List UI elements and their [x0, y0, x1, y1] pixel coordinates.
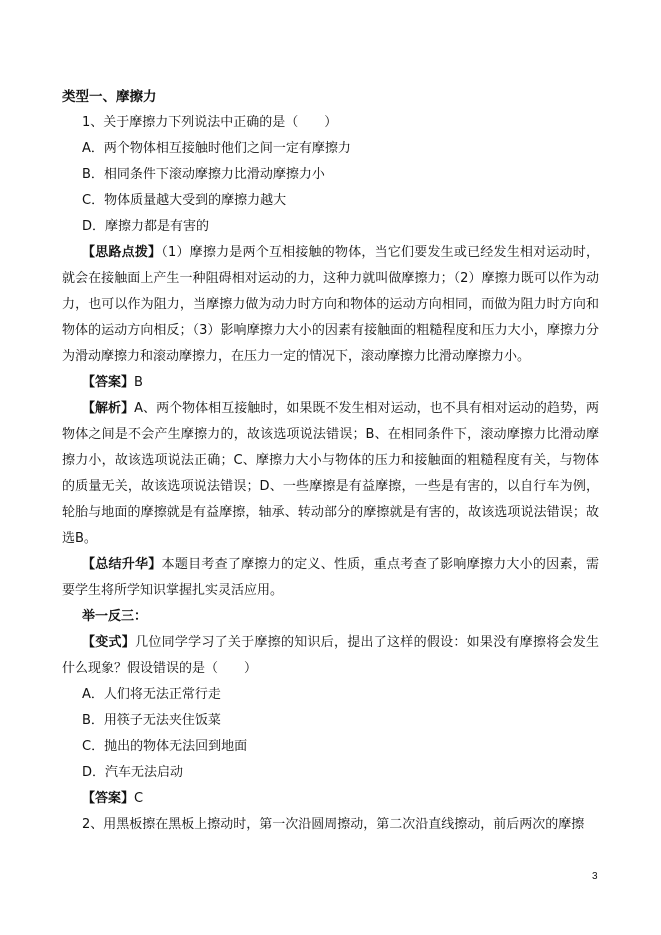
variant-option-d: D．汽车无法启动: [82, 765, 184, 780]
question-1-stem: 1、关于摩擦力下列说法中正确的是（ ）: [82, 115, 338, 130]
variant-paragraph: [62, 630, 599, 682]
variant-answer-tag: 【答案】: [82, 791, 135, 806]
hint-paragraph: [62, 240, 599, 370]
variant-answer-value: C: [134, 791, 144, 806]
answer-paragraph: [62, 370, 599, 396]
variant-option-a: A．人们将无法正常行走: [82, 687, 221, 702]
variant-option-c: C．抛出的物体无法回到地面: [82, 739, 248, 754]
analysis-tag: 【解析】: [82, 401, 135, 416]
analysis-text: A、两个物体相互接触时，如果既不发生相对运动，也不具有相对运动的趋势，两物体之间是不会产生摩擦力的，故该选项说法错误；B、在相同条件下，滚动摩擦力比滑动摩擦力小，故该选项说法正确；C、摩擦力大小与物体的压力和接触面的粗糙程度有关，与物体的质量无关，故该选项说法错误；D、一些摩擦是有益摩擦，一些是有害的，以自行车为例，轮胎与地面的摩擦就是有益摩擦，轴承、转动部分的摩擦就是有害的，故该选项说法错误；故选B。: [62, 401, 599, 546]
summary-tag: 【总结升华】: [82, 557, 162, 572]
summary-text: 本题目考查了摩擦力的定义、性质，重点考查了影响摩擦力大小的因素，需要学生将所学知识掌握扎实灵活应用。: [62, 557, 599, 598]
question-1-option-d: D．摩擦力都是有害的: [82, 219, 210, 234]
hint-text: （1）摩擦力是两个互相接触的物体，当它们要发生或已经发生相对运动时，就会在接触面上产生一种阻碍相对运动的力，这种力就叫做摩擦力；（2）摩擦力既可以作为动力，也可以作为阻力，当摩擦力做为动力时方向和物体的运动方向相同，而做为阻力时方向和物体的运动方向相反；（3）影响摩擦力大小的因素有接触面的粗糙程度和压力大小，摩擦力分为滑动摩擦力和滚动摩擦力，在压力一定的情况下，滚动摩擦力比滑动摩擦力小。: [62, 245, 599, 364]
analysis-paragraph: [62, 396, 599, 552]
practice-title: 举一反三：: [82, 609, 148, 624]
variant-text: 几位同学学习了关于摩擦的知识后，提出了这样的假设：如果没有摩擦将会发生什么现象？假设错误的是（ ）: [62, 635, 599, 676]
section-title: 类型一、摩擦力: [62, 89, 157, 105]
question-1-option-a: A．两个物体相互接触时他们之间一定有摩擦力: [82, 141, 351, 156]
summary-paragraph: [62, 552, 599, 604]
question-1-option-b: B．相同条件下滚动摩擦力比滑动摩擦力小: [82, 167, 325, 182]
variant-option-b: B．用筷子无法夹住饭菜: [82, 713, 221, 728]
variant-answer-paragraph: [62, 786, 599, 812]
answer-tag: 【答案】: [82, 375, 135, 390]
question-2-stem: 2、用黑板擦在黑板上擦动时，第一次沿圆周擦动，第二次沿直线擦动，前后两次的摩擦: [82, 817, 585, 832]
page-number: 3: [592, 871, 598, 882]
variant-tag: 【变式】: [82, 635, 136, 650]
question-1-option-c: C．物体质量越大受到的摩擦力越大: [82, 193, 287, 208]
answer-value: B: [134, 375, 143, 390]
hint-tag: 【思路点拨】: [82, 245, 162, 260]
